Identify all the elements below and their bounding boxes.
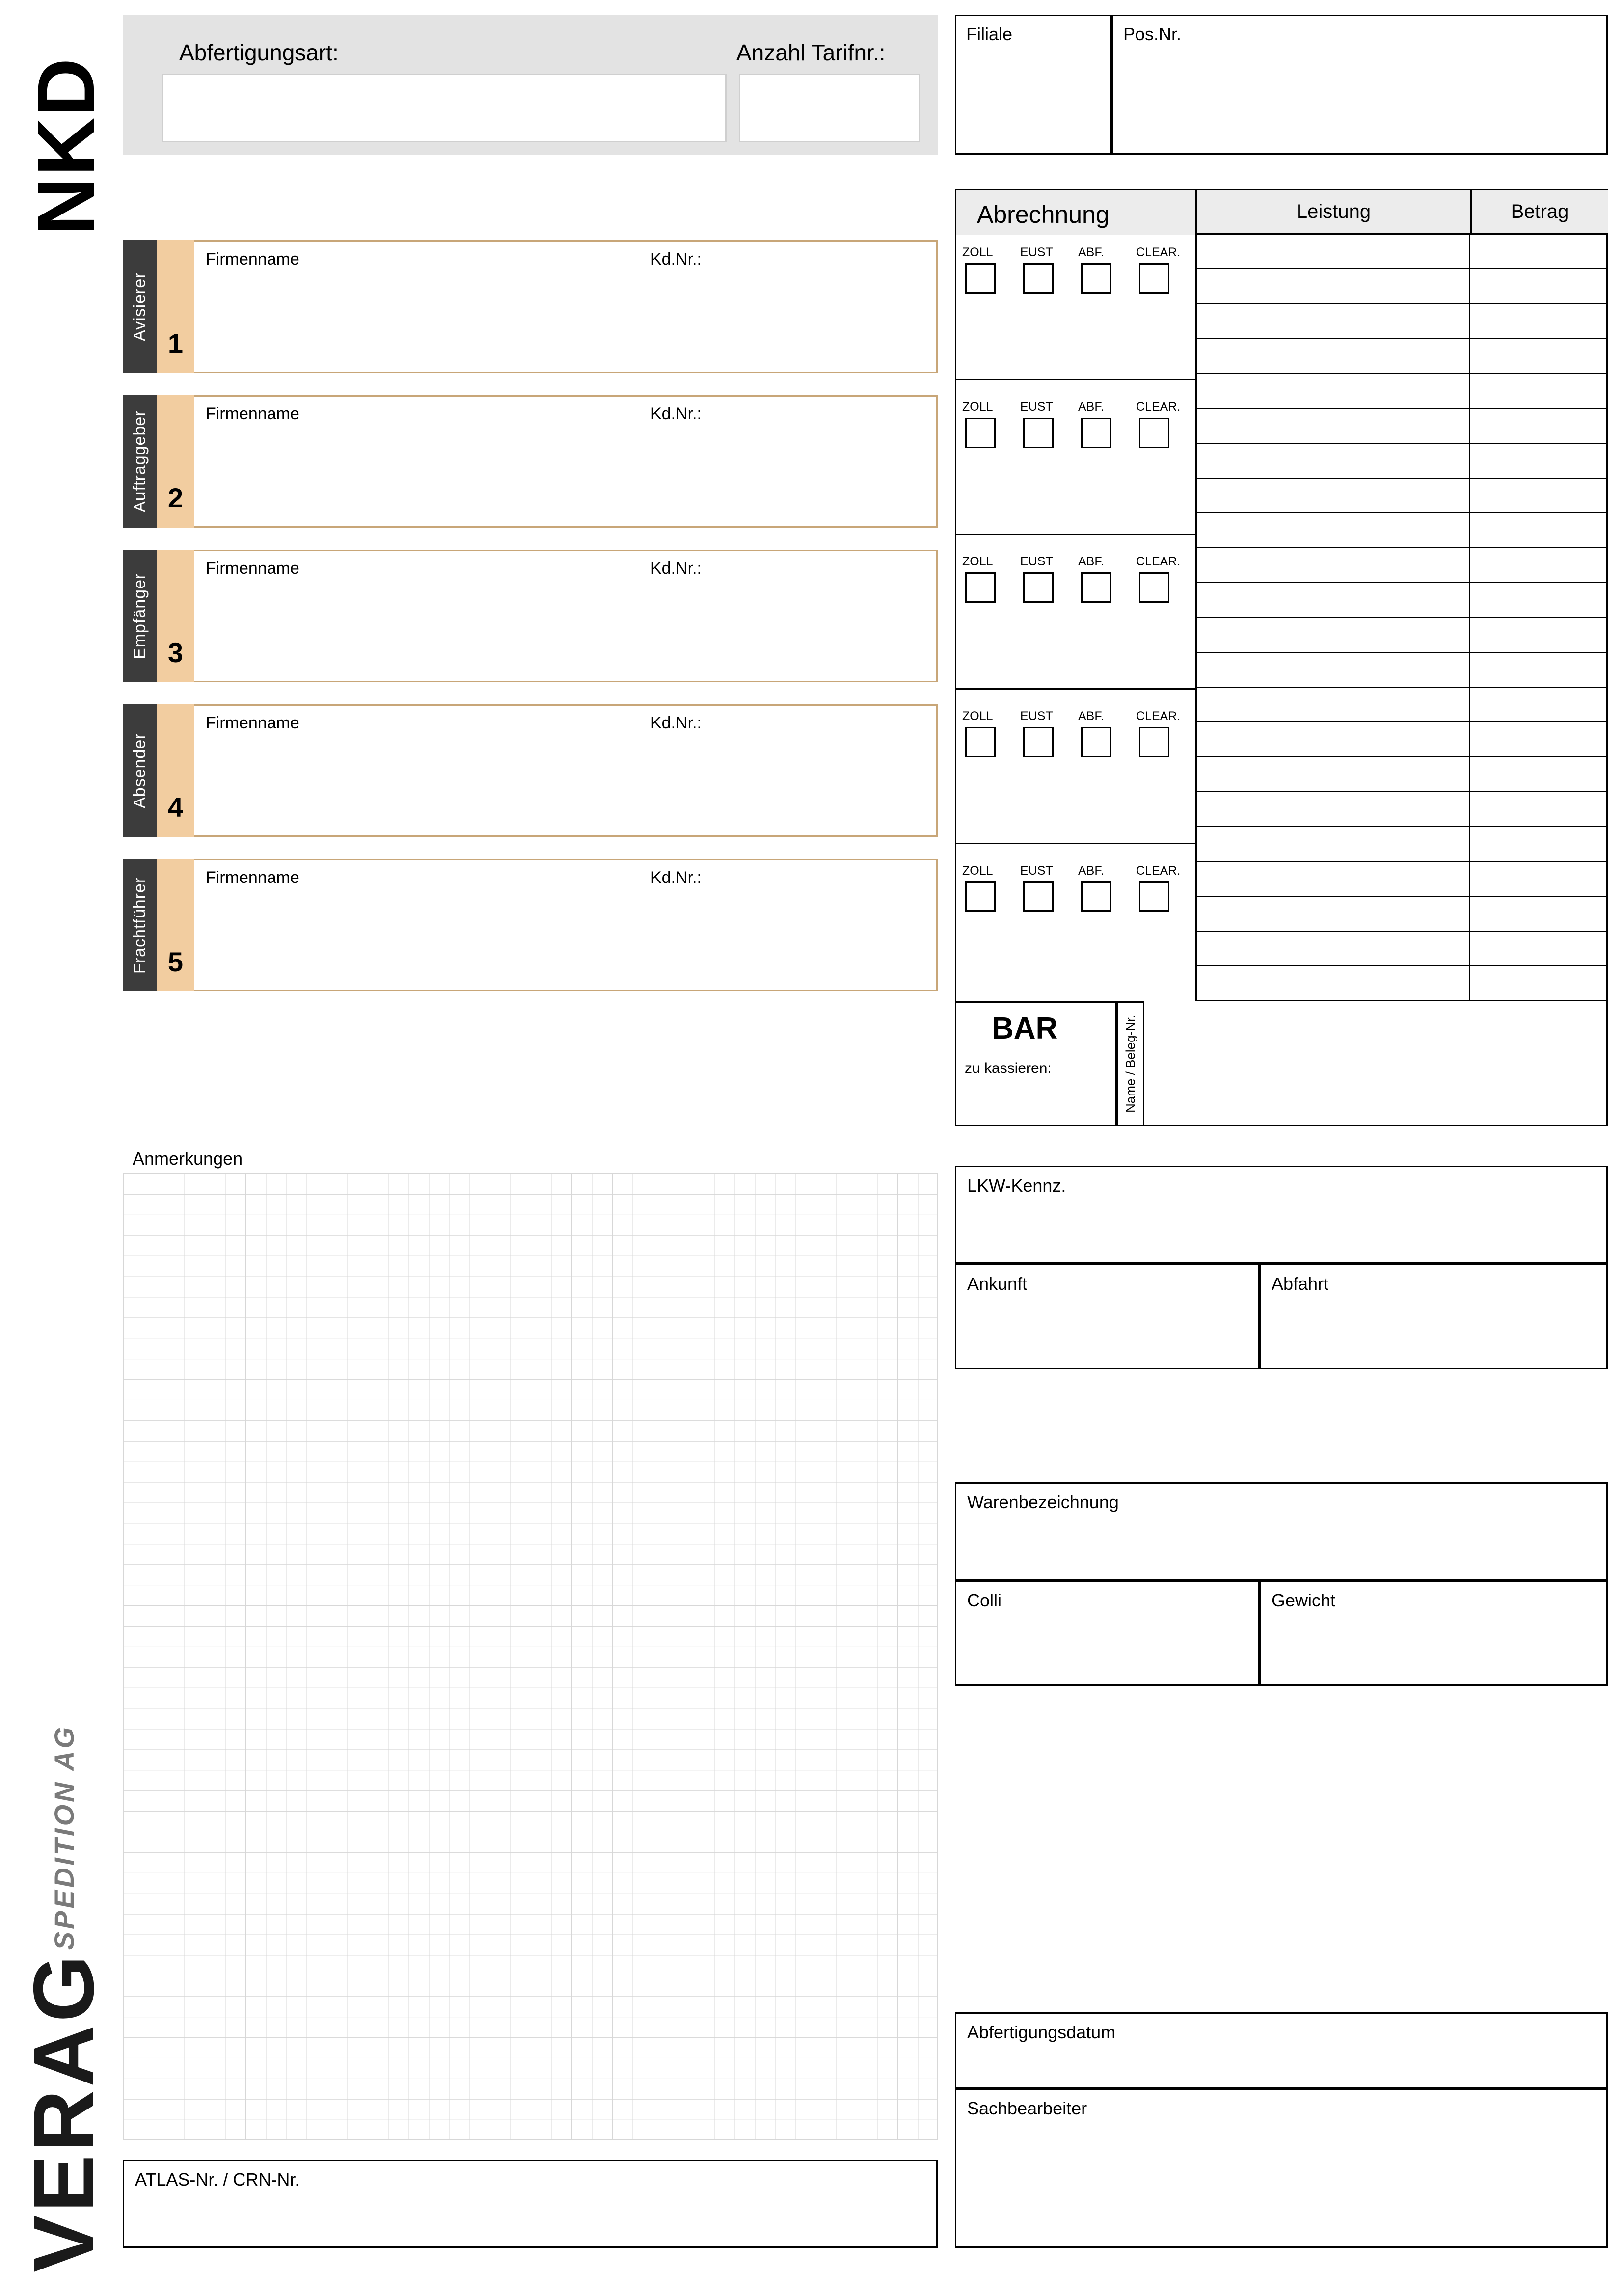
sachbearbeiter-label: Sachbearbeiter — [967, 2098, 1087, 2118]
abrechnung-row — [1195, 339, 1608, 374]
abrechnung-row — [1195, 722, 1608, 757]
firmenname-label-1: Firmenname — [206, 250, 299, 268]
abrechnung-separator-1 — [956, 379, 1195, 380]
checkbox-clear-4[interactable] — [1139, 727, 1169, 757]
abrechnung-leistung-cell[interactable] — [1195, 513, 1470, 547]
checkbox-label-abf-3: ABF. — [1078, 555, 1104, 568]
kdnr-label-4: Kd.Nr.: — [650, 714, 702, 732]
abrechnung-betrag-cell[interactable] — [1470, 792, 1608, 826]
abrechnung-betrag-cell[interactable] — [1470, 932, 1608, 965]
abrechnung-leistung-cell[interactable] — [1195, 269, 1470, 303]
checkbox-eust-3[interactable] — [1023, 572, 1054, 603]
abrechnung-leistung-cell[interactable] — [1195, 932, 1470, 965]
party-tab-2: Auftraggeber — [123, 395, 157, 528]
verag-logo — [15, 1683, 128, 2272]
checkbox-label-eust-2: EUST — [1020, 400, 1053, 414]
colli-label: Colli — [967, 1590, 1002, 1610]
abrechnung-row — [1195, 792, 1608, 827]
abrechnung-betrag-cell[interactable] — [1470, 862, 1608, 896]
abfertigungsdatum-label: Abfertigungsdatum — [967, 2022, 1116, 2042]
party-number-3: 3 — [157, 550, 194, 682]
abrechnung-betrag-cell[interactable] — [1470, 653, 1608, 687]
checkbox-zoll-2[interactable] — [965, 418, 996, 448]
abrechnung-betrag-cell[interactable] — [1470, 235, 1608, 268]
party-fields-4[interactable] — [194, 704, 938, 837]
verag-logo-subtitle: SPEDITION AG — [49, 1724, 80, 1950]
gewicht-label: Gewicht — [1272, 1590, 1336, 1610]
abrechnung-betrag-cell[interactable] — [1470, 269, 1608, 303]
abrechnung-row — [1195, 618, 1608, 653]
party-tab-1: Avisierer — [123, 240, 157, 373]
bar-title: BAR — [992, 1012, 1058, 1045]
abrechnung-row — [1195, 827, 1608, 862]
abrechnung-betrag-cell[interactable] — [1470, 722, 1608, 756]
abrechnung-betrag-cell[interactable] — [1470, 409, 1608, 443]
abrechnung-row — [1195, 583, 1608, 618]
abfertigungsart-input[interactable] — [162, 74, 727, 142]
abrechnung-row — [1195, 897, 1608, 932]
abrechnung-betrag-cell[interactable] — [1470, 827, 1608, 861]
anzahl-tarifnr-input[interactable] — [739, 74, 920, 142]
abrechnung-row — [1195, 757, 1608, 792]
abrechnung-separator-3 — [956, 688, 1195, 690]
abrechnung-row — [1195, 513, 1608, 548]
posnr-field[interactable] — [1112, 15, 1608, 155]
kdnr-label-1: Kd.Nr.: — [650, 250, 702, 268]
party-number-1: 1 — [157, 240, 194, 373]
abrechnung-row — [1195, 409, 1608, 444]
checkbox-clear-3[interactable] — [1139, 572, 1169, 603]
atlas-nr-label: ATLAS-Nr. / CRN-Nr. — [135, 2169, 300, 2189]
checkbox-clear-2[interactable] — [1139, 418, 1169, 448]
kdnr-label-2: Kd.Nr.: — [650, 404, 702, 423]
abrechnung-betrag-cell[interactable] — [1470, 757, 1608, 791]
abrechnung-leistung-cell[interactable] — [1195, 374, 1470, 408]
abrechnung-separator-4 — [956, 843, 1195, 844]
abrechnung-title: Abrechnung — [977, 201, 1110, 228]
abrechnung-leistung-cell[interactable] — [1195, 583, 1470, 617]
bar-name-beleg-label: Name / Beleg-Nr. — [1117, 1001, 1144, 1126]
abrechnung-leistung-cell[interactable] — [1195, 339, 1470, 373]
checkbox-label-zoll-5: ZOLL — [962, 864, 993, 878]
abfahrt-label: Abfahrt — [1272, 1274, 1329, 1294]
checkbox-zoll-1[interactable] — [965, 263, 996, 294]
abrechnung-row — [1195, 444, 1608, 479]
abrechnung-betrag-cell[interactable] — [1470, 479, 1608, 512]
abrechnung-leistung-cell[interactable] — [1195, 792, 1470, 826]
abrechnung-row — [1195, 374, 1608, 409]
bar-subtitle: zu kassieren: — [965, 1060, 1052, 1076]
checkbox-strip-1 — [962, 245, 1198, 304]
checkbox-abf-1[interactable] — [1081, 263, 1111, 294]
firmenname-label-2: Firmenname — [206, 404, 299, 423]
checkbox-abf-5[interactable] — [1081, 881, 1111, 912]
checkbox-label-eust-3: EUST — [1020, 555, 1053, 568]
checkbox-abf-4[interactable] — [1081, 727, 1111, 757]
checkbox-label-zoll-4: ZOLL — [962, 709, 993, 723]
party-row-1 — [123, 240, 938, 373]
abrechnung-betrag-cell[interactable] — [1470, 444, 1608, 478]
abrechnung-leistung-cell[interactable] — [1195, 235, 1470, 268]
party-tab-5: Frachtführer — [123, 859, 157, 991]
filiale-field[interactable] — [955, 15, 1112, 155]
filiale-label: Filiale — [966, 24, 1013, 44]
anmerkungen-label: Anmerkungen — [133, 1148, 243, 1169]
abrechnung-betrag-cell[interactable] — [1470, 339, 1608, 373]
checkbox-label-zoll-3: ZOLL — [962, 555, 993, 568]
lkw-kennz-label: LKW-Kennz. — [967, 1175, 1066, 1196]
party-fields-5[interactable] — [194, 859, 938, 991]
checkbox-abf-2[interactable] — [1081, 418, 1111, 448]
party-tab-3: Empfänger — [123, 550, 157, 682]
party-row-3 — [123, 550, 938, 682]
abrechnung-leistung-cell[interactable] — [1195, 966, 1470, 1000]
anmerkungen-grid-input[interactable] — [123, 1173, 938, 2140]
checkbox-abf-3[interactable] — [1081, 572, 1111, 603]
abrechnung-leistung-cell[interactable] — [1195, 479, 1470, 512]
checkbox-label-abf-4: ABF. — [1078, 709, 1104, 723]
party-tab-4: Absender — [123, 704, 157, 837]
firmenname-label-4: Firmenname — [206, 714, 299, 732]
abrechnung-leistung-cell[interactable] — [1195, 757, 1470, 791]
checkbox-eust-1[interactable] — [1023, 263, 1054, 294]
verag-logo-text: VERAG — [16, 1952, 112, 2272]
party-row-2 — [123, 395, 938, 528]
abrechnung-betrag-cell[interactable] — [1470, 583, 1608, 617]
checkbox-label-abf-1: ABF. — [1078, 245, 1104, 259]
abrechnung-rows — [1195, 235, 1608, 1001]
abfertigungsart-label: Abfertigungsart: — [179, 40, 339, 65]
abrechnung-row — [1195, 235, 1608, 269]
abrechnung-row — [1195, 653, 1608, 688]
abrechnung-col-betrag: Betrag — [1470, 190, 1608, 235]
checkbox-zoll-4[interactable] — [965, 727, 996, 757]
abrechnung-betrag-cell[interactable] — [1470, 304, 1608, 338]
checkbox-label-eust-5: EUST — [1020, 864, 1053, 878]
warenbezeichnung-label: Warenbezeichnung — [967, 1492, 1119, 1512]
checkbox-label-eust-1: EUST — [1020, 245, 1053, 259]
abrechnung-row — [1195, 862, 1608, 897]
abrechnung-leistung-cell[interactable] — [1195, 688, 1470, 721]
firmenname-label-5: Firmenname — [206, 868, 299, 887]
checkbox-strip-2 — [962, 400, 1198, 459]
party-number-4: 4 — [157, 704, 194, 837]
checkbox-zoll-3[interactable] — [965, 572, 996, 603]
checkbox-eust-2[interactable] — [1023, 418, 1054, 448]
party-row-5 — [123, 859, 938, 991]
checkbox-eust-5[interactable] — [1023, 881, 1054, 912]
checkbox-label-abf-2: ABF. — [1078, 400, 1104, 414]
abrechnung-row — [1195, 479, 1608, 513]
checkbox-label-clear-5: CLEAR. — [1136, 864, 1181, 878]
abrechnung-row — [1195, 932, 1608, 966]
abrechnung-row — [1195, 548, 1608, 583]
nkd-logo: NKD — [21, 57, 111, 236]
abrechnung-row — [1195, 304, 1608, 339]
abrechnung-leistung-cell[interactable] — [1195, 304, 1470, 338]
checkbox-strip-3 — [962, 555, 1198, 614]
abrechnung-leistung-cell[interactable] — [1195, 827, 1470, 861]
abrechnung-row — [1195, 688, 1608, 722]
abrechnung-betrag-cell[interactable] — [1470, 513, 1608, 547]
checkbox-strip-4 — [962, 709, 1198, 768]
abrechnung-leistung-cell[interactable] — [1195, 444, 1470, 478]
abrechnung-leistung-cell[interactable] — [1195, 548, 1470, 582]
party-row-4 — [123, 704, 938, 837]
abrechnung-betrag-cell[interactable] — [1470, 966, 1608, 1000]
abrechnung-betrag-cell[interactable] — [1470, 374, 1608, 408]
party-number-2: 2 — [157, 395, 194, 528]
party-number-5: 5 — [157, 859, 194, 991]
firmenname-label-3: Firmenname — [206, 559, 299, 578]
posnr-label: Pos.Nr. — [1123, 24, 1182, 44]
abrechnung-row — [1195, 966, 1608, 1001]
abrechnung-betrag-cell[interactable] — [1470, 897, 1608, 931]
anzahl-tarifnr-label: Anzahl Tarifnr.: — [736, 40, 886, 65]
abrechnung-leistung-cell[interactable] — [1195, 409, 1470, 443]
abrechnung-leistung-cell[interactable] — [1195, 722, 1470, 756]
abrechnung-betrag-cell[interactable] — [1470, 618, 1608, 652]
checkbox-label-clear-2: CLEAR. — [1136, 400, 1181, 414]
checkbox-eust-4[interactable] — [1023, 727, 1054, 757]
kdnr-label-3: Kd.Nr.: — [650, 559, 702, 578]
checkbox-strip-5 — [962, 864, 1198, 923]
abrechnung-leistung-cell[interactable] — [1195, 897, 1470, 931]
ankunft-label: Ankunft — [967, 1274, 1028, 1294]
party-fields-3[interactable] — [194, 550, 938, 682]
abrechnung-row — [1195, 269, 1608, 304]
party-fields-2[interactable] — [194, 395, 938, 528]
checkbox-clear-1[interactable] — [1139, 263, 1169, 294]
checkbox-label-clear-3: CLEAR. — [1136, 555, 1181, 568]
abrechnung-separator-2 — [956, 534, 1195, 535]
abrechnung-betrag-cell[interactable] — [1470, 688, 1608, 721]
checkbox-label-abf-5: ABF. — [1078, 864, 1104, 878]
checkbox-clear-5[interactable] — [1139, 881, 1169, 912]
abrechnung-leistung-cell[interactable] — [1195, 653, 1470, 687]
abrechnung-betrag-cell[interactable] — [1470, 548, 1608, 582]
checkbox-label-zoll-2: ZOLL — [962, 400, 993, 414]
party-fields-1[interactable] — [194, 240, 938, 373]
abrechnung-leistung-cell[interactable] — [1195, 618, 1470, 652]
checkbox-label-zoll-1: ZOLL — [962, 245, 993, 259]
checkbox-label-clear-4: CLEAR. — [1136, 709, 1181, 723]
checkbox-zoll-5[interactable] — [965, 881, 996, 912]
checkbox-label-eust-4: EUST — [1020, 709, 1053, 723]
abrechnung-leistung-cell[interactable] — [1195, 862, 1470, 896]
checkbox-label-clear-1: CLEAR. — [1136, 245, 1181, 259]
kdnr-label-5: Kd.Nr.: — [650, 868, 702, 887]
abrechnung-col-leistung: Leistung — [1195, 190, 1470, 235]
